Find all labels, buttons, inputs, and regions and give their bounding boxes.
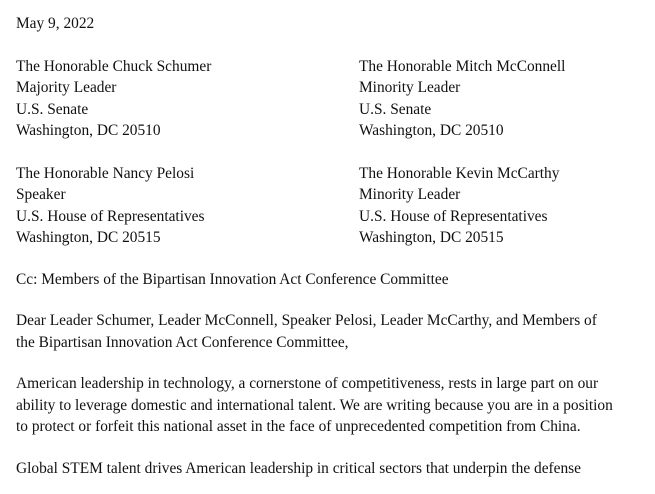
recipient-address-mccarthy: [359, 163, 649, 249]
recipient-title: Speaker: [16, 186, 66, 203]
body-paragraph-1: [16, 373, 652, 438]
paragraph-line: ability to leverage domestic and international talent. We are writing because you are in a position: [16, 396, 613, 414]
recipient-city: Washington, DC 20510: [16, 122, 161, 139]
recipient-title: Minority Leader: [359, 79, 461, 96]
recipient-address-mcconnell: [359, 56, 649, 142]
recipient-title: Minority Leader: [359, 186, 461, 203]
letter-date: May 9, 2022: [16, 15, 95, 32]
recipient-addresses: [16, 56, 652, 249]
salutation-line: the Bipartisan Innovation Act Conference Committee,: [16, 333, 349, 351]
recipient-city: Washington, DC 20515: [16, 229, 161, 246]
cc-line: Cc: Members of the Bipartisan Innovation Act Conference Committee: [16, 270, 449, 288]
salutation: [16, 310, 652, 353]
recipient-chamber: U.S. Senate: [359, 100, 432, 118]
paragraph-line: to protect or forfeit this national asset in the face of unprecedented competition from China.: [16, 418, 581, 435]
recipient-city: Washington, DC 20510: [359, 122, 504, 139]
recipient-name: The Honorable Mitch McConnell: [359, 57, 566, 75]
recipient-address-schumer: [16, 56, 359, 142]
recipient-chamber: U.S. House of Representatives: [16, 207, 205, 225]
paragraph-line: American leadership in technology, a cornerstone of competitiveness, rests in large part on our: [16, 375, 599, 392]
recipient-city: Washington, DC 20515: [359, 229, 504, 246]
letter-page: [16, 13, 652, 479]
salutation-line: Dear Leader Schumer, Leader McConnell, Speaker Pelosi, Leader McCarthy, and Members of: [16, 312, 597, 329]
recipient-chamber: U.S. Senate: [16, 100, 89, 118]
body-paragraph-2: [16, 458, 652, 480]
recipient-name: The Honorable Chuck Schumer: [16, 57, 212, 75]
recipient-chamber: U.S. House of Representatives: [359, 207, 548, 225]
recipient-name: The Honorable Kevin McCarthy: [359, 164, 560, 182]
recipient-name: The Honorable Nancy Pelosi: [16, 164, 195, 182]
recipient-address-pelosi: [16, 163, 359, 249]
paragraph-line: Global STEM talent drives American leadership in critical sectors that underpin the defense: [16, 459, 581, 477]
recipient-title: Majority Leader: [16, 79, 117, 96]
